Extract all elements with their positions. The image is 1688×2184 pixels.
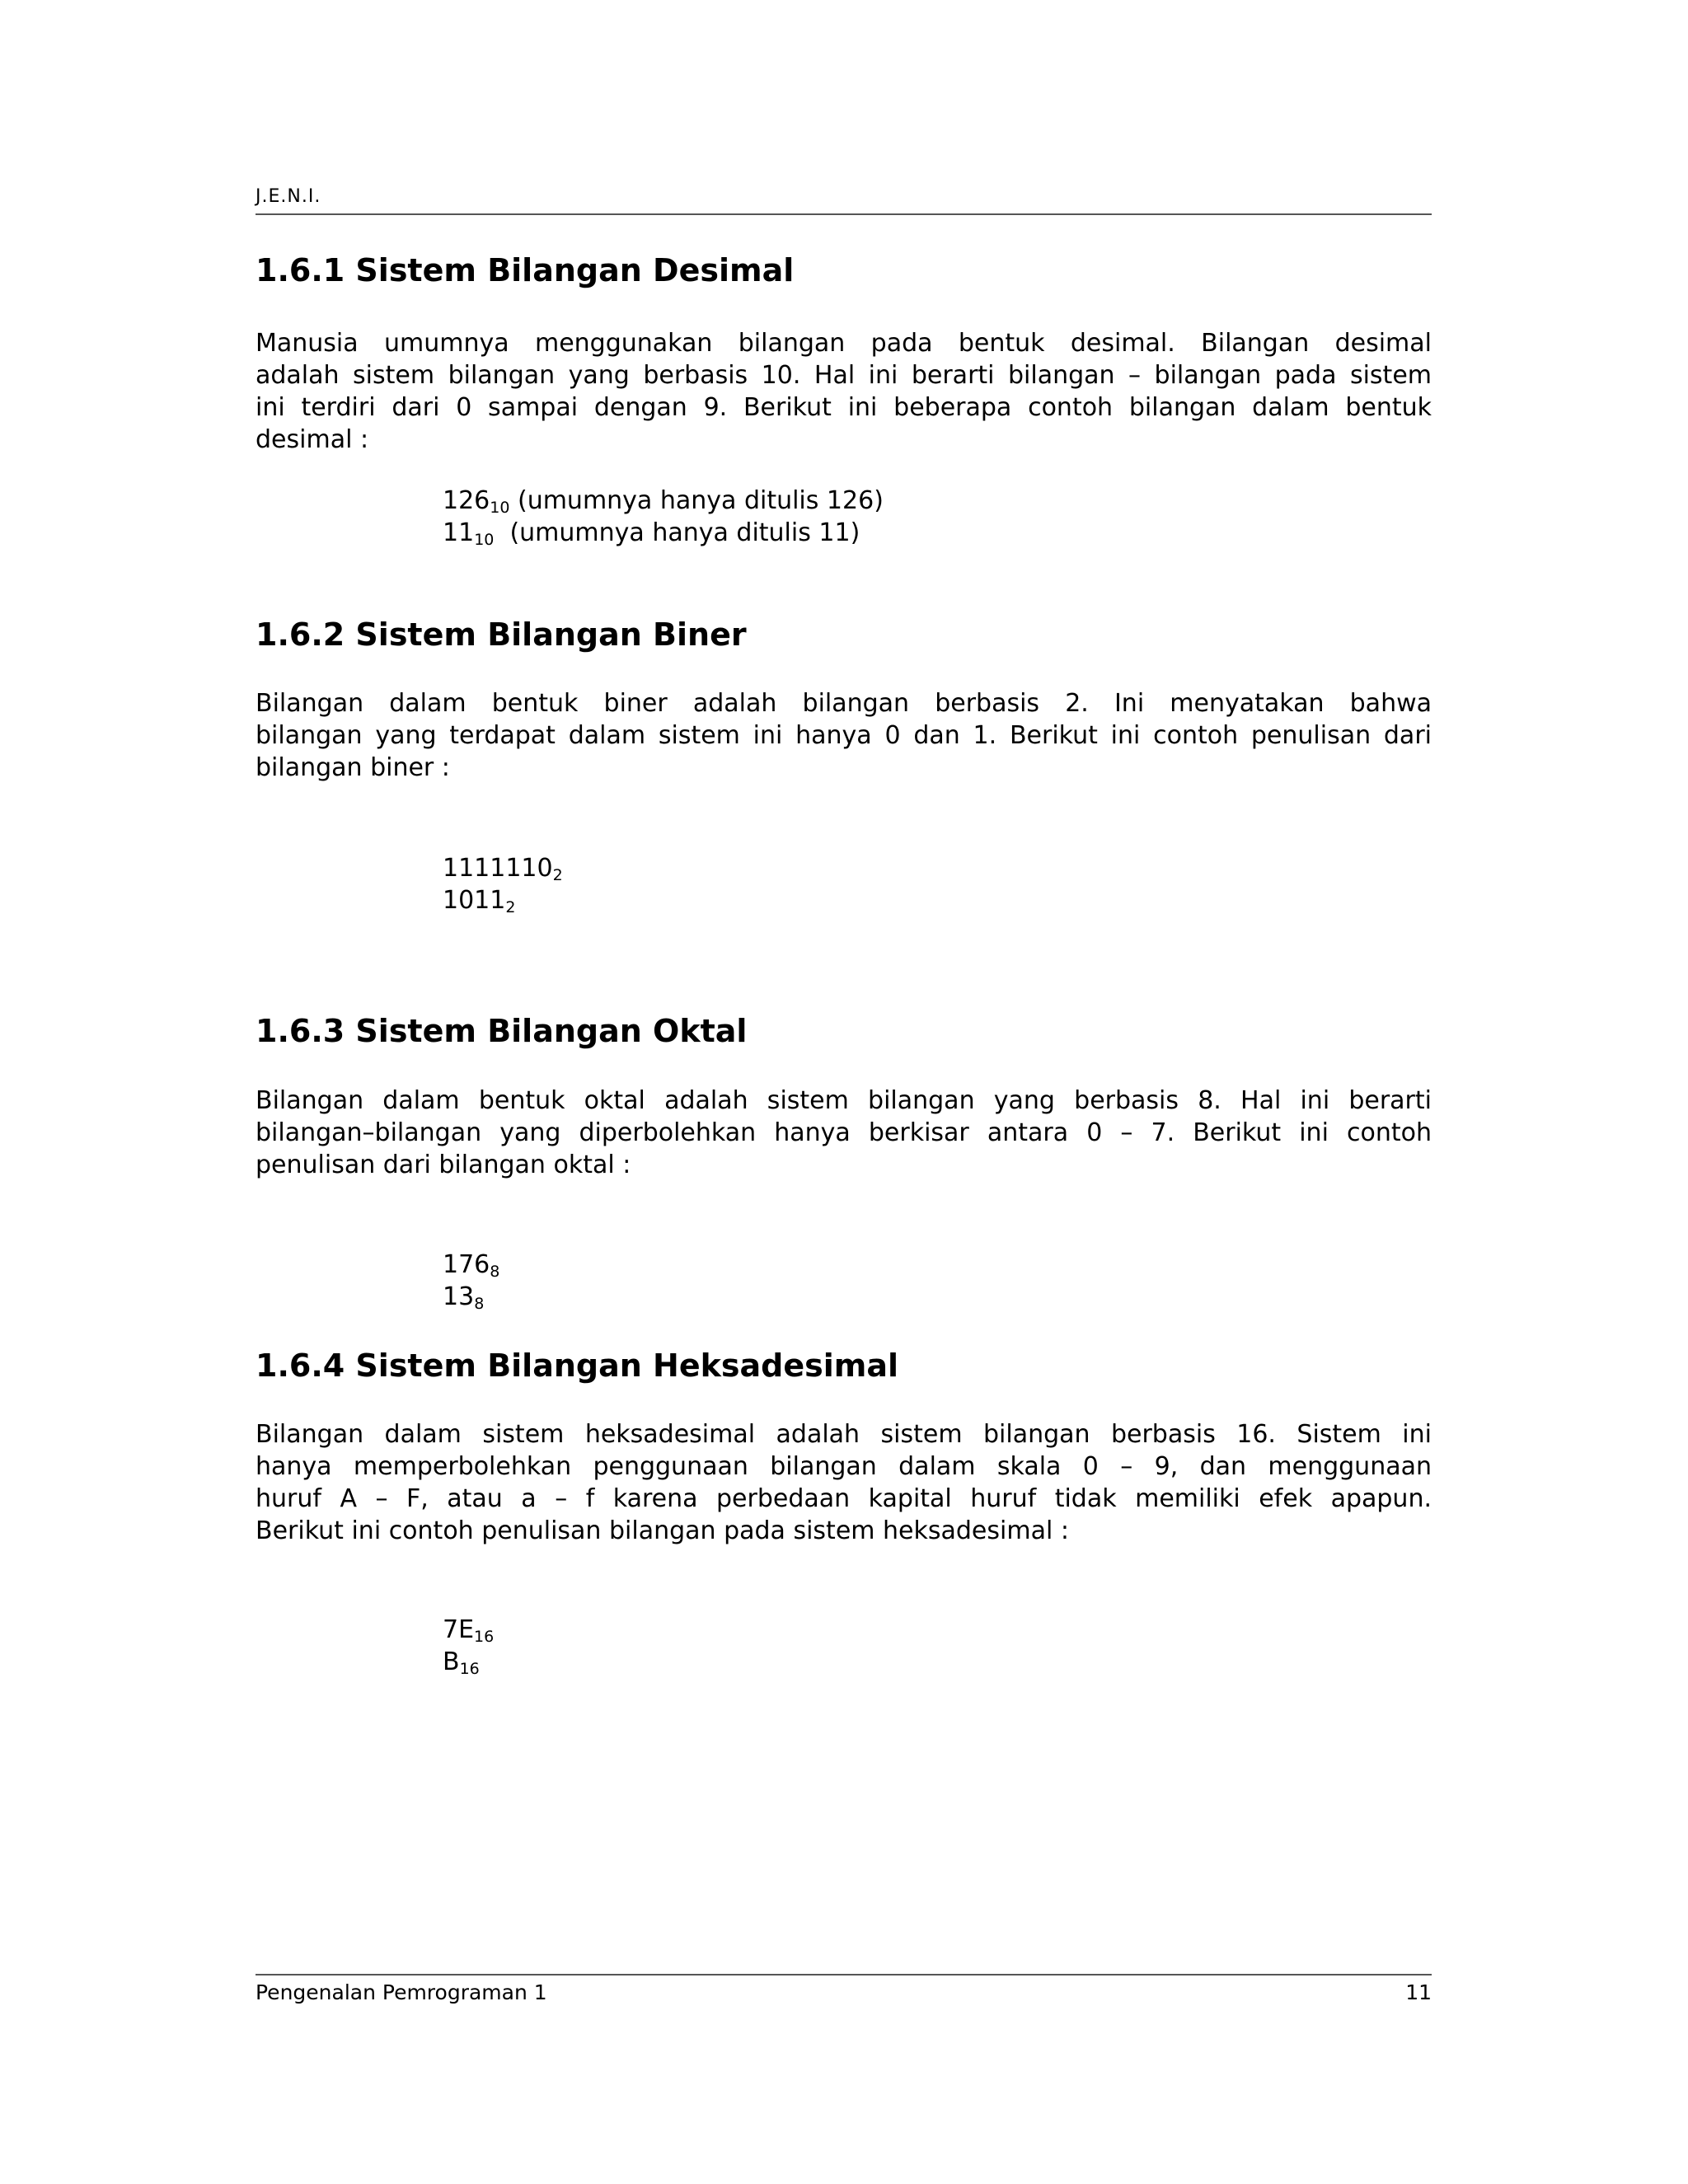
paragraph-line: adalah sistem bilangan yang berbasis 10. Hal ini berarti bilangan – bilangan pada sistem (256, 361, 1432, 390)
paragraph-line: huruf A – F, atau a – f karena perbedaan kapital huruf tidak memiliki efek apapun. (256, 1484, 1432, 1513)
section-title-oktal: 1.6.3 Sistem Bilangan Oktal (256, 1013, 748, 1049)
paragraph-biner (256, 687, 1432, 784)
paragraph-line: Bilangan dalam bentuk biner adalah bilangan berbasis 2. Ini menyatakan bahwa (256, 689, 1432, 718)
example-number: $7E_{16}$ (443, 1615, 495, 1646)
paragraph-desimal (256, 327, 1432, 456)
base-subscript: 16 (459, 1660, 480, 1678)
base-subscript: 8 (474, 1295, 485, 1313)
paragraph-line: Berikut ini contoh penulisan bilangan pada sistem heksadesimal : (256, 1516, 1069, 1545)
paragraph-line: Bilangan dalam bentuk oktal adalah sistem bilangan yang berbasis 8. Hal ini berarti (256, 1086, 1432, 1115)
paragraph-line: bilangan–bilangan yang diperbolehkan hanya berkisar antara 0 – 7. Berikut ini contoh (256, 1118, 1432, 1147)
page-header: J.E.N.I. (256, 186, 321, 207)
base-subscript: 2 (552, 866, 563, 884)
paragraph-line: ini terdiri dari 0 sampai dengan 9. Berikut ini beberapa contoh bilangan dalam bentuk (256, 393, 1432, 422)
paragraph-line: Bilangan dalam sistem heksadesimal adalah sistem bilangan berbasis 16. Sistem ini (256, 1420, 1432, 1449)
paragraph-line: Manusia umumnya menggunakan bilangan pada bentuk desimal. Bilangan desimal (256, 329, 1432, 358)
footer-title: Pengenalan Pemrograman 1 (256, 1980, 547, 2004)
footer-rule (256, 1974, 1432, 1975)
examples-heksadesimal (443, 1614, 494, 1678)
example-number: $11_{10}$ (umumnya hanya ditulis 11) (443, 518, 860, 549)
examples-oktal (443, 1249, 499, 1313)
base-subscript: 10 (490, 499, 510, 517)
examples-desimal (443, 485, 884, 549)
example-number: $1011_2$ (443, 886, 516, 916)
paragraph-line: bilangan yang terdapat dalam sistem ini hanya 0 dan 1. Berikut ini contoh penulisan dari (256, 721, 1432, 750)
section-title-biner: 1.6.2 Sistem Bilangan Biner (256, 616, 747, 653)
paragraph-line: bilangan biner : (256, 753, 450, 782)
example-number: $176_8$ (443, 1250, 500, 1281)
examples-biner (443, 852, 563, 916)
example-number: $1111110_2$ (443, 854, 563, 884)
header-rule (256, 213, 1432, 215)
paragraph-line: hanya memperbolehkan penggunaan bilangan dalam skala 0 – 9, dan menggunaan (256, 1452, 1432, 1481)
base-subscript: 2 (505, 898, 516, 916)
base-subscript: 16 (474, 1628, 495, 1646)
example-number: $126_{10}$ (umumnya hanya ditulis 126) (443, 486, 884, 517)
page-number: 11 (1405, 1980, 1432, 2004)
paragraph-oktal (256, 1085, 1432, 1181)
paragraph-line: penulisan dari bilangan oktal : (256, 1151, 631, 1179)
base-subscript: 8 (490, 1263, 500, 1281)
paragraph-heksadesimal (256, 1418, 1432, 1547)
base-subscript: 10 (474, 531, 495, 549)
section-title-heksadesimal: 1.6.4 Sistem Bilangan Heksadesimal (256, 1347, 899, 1384)
section-title-desimal: 1.6.1 Sistem Bilangan Desimal (256, 252, 795, 288)
example-number: $B_{16}$ (443, 1647, 480, 1678)
example-number: $13_8$ (443, 1282, 485, 1313)
paragraph-line: desimal : (256, 425, 369, 454)
